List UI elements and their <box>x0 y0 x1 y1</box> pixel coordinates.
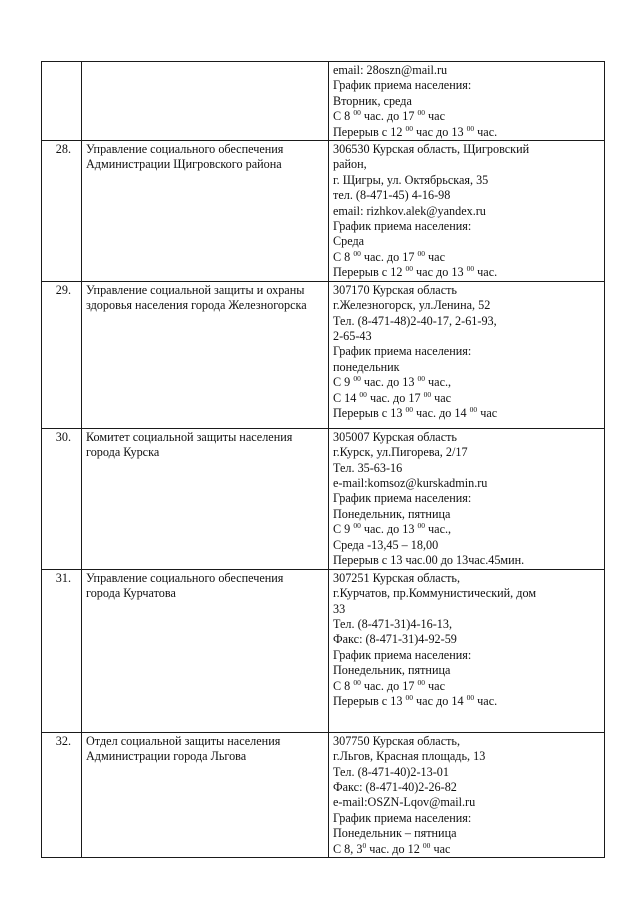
organization-name <box>82 62 329 141</box>
contact-text: час до 13 <box>413 124 467 139</box>
contact-details <box>329 141 605 282</box>
contact-line <box>333 173 600 188</box>
contact-text: e-mail:komsoz@kurskadmin.ru <box>333 475 488 490</box>
contact-line <box>333 142 600 157</box>
contact-text: Вторник, среда <box>333 93 412 108</box>
organization-name-line: здоровья населения города Железногорска <box>86 298 307 313</box>
contact-text: час <box>425 109 445 124</box>
contact-details <box>329 428 605 569</box>
contact-text: 307750 Курская область, <box>333 733 461 748</box>
contact-text: час., <box>425 522 452 537</box>
row-number <box>42 62 82 141</box>
contact-line <box>333 679 600 694</box>
table-row <box>42 281 605 428</box>
contact-text: час <box>425 249 445 264</box>
organization-name <box>82 569 329 732</box>
contact-text: С 8 <box>333 109 354 124</box>
contact-text: С 9 <box>333 375 354 390</box>
contact-line <box>333 329 600 344</box>
contact-text: e-mail:OSZN-Lqov@mail.ru <box>333 795 476 810</box>
contact-text: Тел. (8-471-31)4-16-13, <box>333 616 452 631</box>
table-row <box>42 62 605 141</box>
organization-name-line: Администрации города Льгова <box>86 749 247 764</box>
time-minutes-superscript: 00 <box>417 374 425 384</box>
contact-text: район, <box>333 157 367 172</box>
contact-text: Факс: (8-471-31)4-92-59 <box>333 632 457 647</box>
contact-text: 307170 Курская область <box>333 282 457 297</box>
contact-details <box>329 281 605 428</box>
contact-text: Тел. (8-471-48)2-40-17, 2-61-93, <box>333 313 497 328</box>
social-protection-offices-table <box>41 61 605 858</box>
contact-text: С 9 <box>333 522 354 537</box>
row-number: 32. <box>42 732 82 857</box>
contact-line <box>333 586 600 601</box>
contact-text: С 8, 3 <box>333 841 363 856</box>
contact-text: Тел. 35-63-16 <box>333 460 403 475</box>
contact-text: Перерыв с 12 <box>333 265 406 280</box>
contact-text: 2-65-43 <box>333 328 372 343</box>
contact-text: С 8 <box>333 249 354 264</box>
contact-text: Перерыв с 13 час.00 до 13час.45мин. <box>333 552 525 567</box>
organization-name-line: Управление социальной защиты и охраны <box>86 282 305 297</box>
time-minutes-superscript: 00 <box>469 404 478 414</box>
row-number: 31. <box>42 569 82 732</box>
time-minutes-superscript: 0 <box>362 840 367 850</box>
time-minutes-superscript: 00 <box>417 248 425 258</box>
contact-line <box>333 157 600 172</box>
contact-line <box>333 234 600 249</box>
contact-text: понедельник <box>333 359 400 374</box>
contact-text: час <box>431 390 452 405</box>
contact-text: час <box>425 678 445 693</box>
contact-details <box>329 62 605 141</box>
contact-text: График приема населения: <box>333 491 472 506</box>
row-number: 28. <box>42 141 82 282</box>
contact-line <box>333 94 600 109</box>
time-minutes-superscript: 00 <box>466 264 475 274</box>
table-row <box>42 732 605 857</box>
time-minutes-superscript: 00 <box>417 108 425 118</box>
contact-line <box>333 204 600 219</box>
contact-line <box>333 553 600 568</box>
contact-line <box>333 491 600 506</box>
contact-text: С 14 <box>333 390 360 405</box>
contact-line <box>333 109 600 124</box>
contact-text: час. до 13 <box>360 375 418 390</box>
contact-line <box>333 406 600 421</box>
time-minutes-superscript: 00 <box>353 108 361 118</box>
contact-line <box>333 314 600 329</box>
contact-text: Понедельник, пятница <box>333 663 451 678</box>
contact-line <box>333 795 600 810</box>
contact-line <box>333 219 600 234</box>
contact-text: Среда <box>333 234 365 249</box>
contact-line <box>333 571 600 586</box>
contact-line <box>333 344 600 359</box>
contact-line <box>333 765 600 780</box>
contact-line <box>333 694 600 709</box>
contact-text: час. до 13 <box>360 522 418 537</box>
contact-text: час до 13 <box>413 265 467 280</box>
contact-text: Факс: (8-471-40)2-26-82 <box>333 779 457 794</box>
contact-line <box>333 430 600 445</box>
contact-text: График приема населения: <box>333 219 472 234</box>
organization-name-line: Управление социального обеспечения <box>86 142 284 157</box>
contact-line <box>333 265 600 280</box>
time-minutes-superscript: 00 <box>466 123 475 133</box>
contact-line <box>333 811 600 826</box>
contact-line <box>333 391 600 406</box>
contact-text: час. до 17 <box>366 390 424 405</box>
contact-line <box>333 617 600 632</box>
contact-line <box>333 188 600 203</box>
contact-details <box>329 569 605 732</box>
contact-text: час до 14 <box>413 693 467 708</box>
contact-text: 305007 Курская область <box>333 429 457 444</box>
contact-text: График приема населения: <box>333 810 472 825</box>
contact-text: час. до 12 <box>366 841 423 856</box>
organization-name-line: Администрации Щигровского района <box>86 157 282 172</box>
time-minutes-superscript: 00 <box>417 521 425 531</box>
contact-line <box>333 632 600 647</box>
contact-line <box>333 283 600 298</box>
contact-line <box>333 375 600 390</box>
contact-text: 307251 Курская область, <box>333 570 461 585</box>
contact-text: Перерыв с 12 <box>333 124 406 139</box>
contact-line <box>333 63 600 78</box>
contact-text: Тел. (8-471-40)2-13-01 <box>333 764 449 779</box>
contact-line <box>333 749 600 764</box>
contact-text: г. Щигры, ул. Октябрьская, 35 <box>333 172 489 187</box>
contact-text: г.Льгов, Красная площадь, 13 <box>333 749 486 764</box>
contact-line <box>333 648 600 663</box>
contact-text: час. <box>474 265 498 280</box>
contact-text: тел. (8-471-45) 4-16-98 <box>333 188 451 203</box>
contact-text: График приема населения: <box>333 344 472 359</box>
contact-text: г.Курчатов, пр.Коммунистический, дом <box>333 586 537 601</box>
organization-name <box>82 281 329 428</box>
time-minutes-superscript: 00 <box>423 389 432 399</box>
time-minutes-superscript: 00 <box>405 692 413 702</box>
table-row <box>42 569 605 732</box>
contact-text: час. <box>474 693 498 708</box>
contact-text: 33 <box>333 601 346 616</box>
time-minutes-superscript: 00 <box>466 692 475 702</box>
contact-text: час. до 17 <box>360 109 418 124</box>
contact-line <box>333 780 600 795</box>
contact-line <box>333 734 600 749</box>
contact-text: час. до 14 <box>413 405 470 420</box>
contact-text: Перерыв с 13 <box>333 405 406 420</box>
contact-line <box>333 125 600 140</box>
table-row <box>42 141 605 282</box>
time-minutes-superscript: 00 <box>353 521 361 531</box>
contact-line <box>333 476 600 491</box>
organization-name <box>82 732 329 857</box>
contact-text: час., <box>425 375 452 390</box>
contact-text: г.Курск, ул.Пигорева, 2/17 <box>333 445 468 460</box>
contact-line <box>333 826 600 841</box>
contact-text: час. до 17 <box>360 678 418 693</box>
row-number: 30. <box>42 428 82 569</box>
contact-text: email: rizhkov.alek@yandex.ru <box>333 203 486 218</box>
contact-text: час. до 17 <box>360 249 418 264</box>
table-body <box>42 62 605 858</box>
contact-text: График приема населения: <box>333 647 472 662</box>
time-minutes-superscript: 00 <box>405 264 413 274</box>
time-minutes-superscript: 00 <box>405 123 413 133</box>
contact-line <box>333 842 600 857</box>
organization-name-line: Отдел социальной защиты населения <box>86 733 281 748</box>
contact-text: Понедельник – пятница <box>333 826 457 841</box>
row-number: 29. <box>42 281 82 428</box>
contact-line <box>333 538 600 553</box>
contact-text: Среда -13,45 – 18,00 <box>333 537 439 552</box>
contact-line <box>333 298 600 313</box>
contact-text: Перерыв с 13 <box>333 693 406 708</box>
organization-name <box>82 428 329 569</box>
time-minutes-superscript: 00 <box>353 677 361 687</box>
organization-name-line: города Курска <box>86 445 160 460</box>
time-minutes-superscript: 00 <box>422 840 431 850</box>
organization-name-line: Комитет социальной защиты населения <box>86 429 293 444</box>
contact-text: email: 28oszn@mail.ru <box>333 63 448 77</box>
time-minutes-superscript: 00 <box>359 389 367 399</box>
contact-line <box>333 522 600 537</box>
contact-text: час <box>430 841 451 856</box>
contact-text: График приема населения: <box>333 78 472 93</box>
contact-text: Понедельник, пятница <box>333 506 451 521</box>
time-minutes-superscript: 00 <box>353 248 361 258</box>
time-minutes-superscript: 00 <box>405 404 413 414</box>
contact-text: С 8 <box>333 678 354 693</box>
contact-line <box>333 461 600 476</box>
contact-line <box>333 663 600 678</box>
contact-line <box>333 602 600 617</box>
contact-line <box>333 250 600 265</box>
contact-text: г.Железногорск, ул.Ленина, 52 <box>333 298 491 313</box>
organization-name <box>82 141 329 282</box>
contact-text: час. <box>474 124 498 139</box>
organization-name-line: города Курчатова <box>86 586 176 601</box>
contact-line <box>333 360 600 375</box>
contact-details <box>329 732 605 857</box>
table-row <box>42 428 605 569</box>
time-minutes-superscript: 00 <box>417 677 425 687</box>
contact-line <box>333 507 600 522</box>
contact-line <box>333 78 600 93</box>
contact-text: час <box>477 405 498 420</box>
time-minutes-superscript: 00 <box>353 374 361 384</box>
contact-line <box>333 445 600 460</box>
contact-text: 306530 Курская область, Щигровский <box>333 142 530 157</box>
organization-name-line: Управление социального обеспечения <box>86 570 284 585</box>
